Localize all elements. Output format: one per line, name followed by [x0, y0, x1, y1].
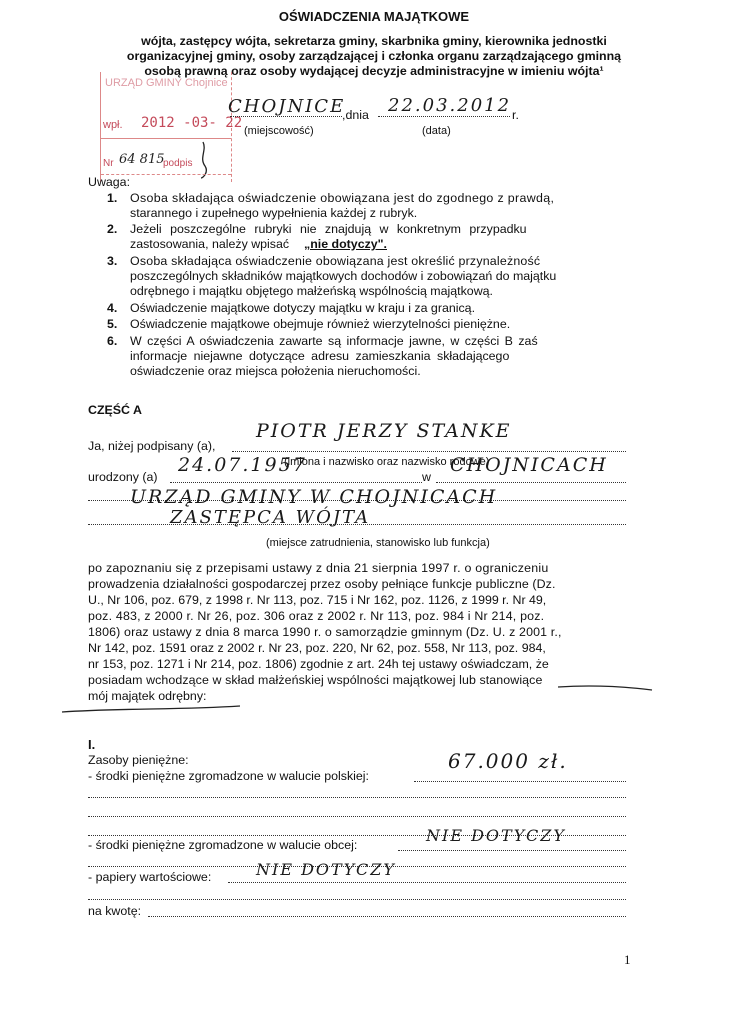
note-line: poszczególnych składników majątkowych dochodów i zobowiązań do majątku [130, 269, 557, 283]
signer-handwritten: PIOTR JERZY STANKE [256, 420, 512, 442]
date-caption: (data) [422, 125, 451, 137]
note-number: 5. [107, 317, 118, 331]
note-line: Jeżeli poszczególne rubryki nie znajdują w konkretnym przypadku [130, 222, 527, 236]
page-number: 1 [624, 952, 631, 967]
legal-line: posiadam wchodzące w skład małżeńskiej wspólności majątkowej lub stanowiące [88, 673, 543, 687]
note-line: Osoba składająca oświadczenie obowiązana jest do zgodnego z prawdą, [130, 191, 555, 205]
section-roman: I. [88, 737, 96, 752]
legal-line: 1806) oraz ustawy z dnia 8 marca 1990 r. o samorządzie gminnym (Dz. U. z 2001 r., [88, 625, 562, 639]
place-caption: (miejscowość) [244, 125, 314, 137]
stamp-received-label: wpł. [103, 119, 123, 131]
legal-line: poz. 483, z 2000 r. Nr 26, poz. 306 oraz z 2002 r. Nr 113, poz. 984 i Nr 214, poz. [88, 609, 545, 623]
legal-line: nr 153, poz. 1271 i Nr 214, poz. 1806) zgodnie z art. 24h tej ustawy oświadczam, że [88, 657, 549, 671]
workplace-handwritten: URZĄD GMINY W CHOJNICACH [130, 486, 498, 508]
note-number: 2. [107, 222, 118, 236]
subtitle-line-3: osobą prawną oraz osoby wydającej decyzje administracyjne w imieniu wójta¹ [144, 64, 604, 78]
note-line: W części A oświadczenia zawarte są informacje jawne, w części B zaś [130, 334, 538, 348]
note-number: 3. [107, 254, 118, 268]
legal-line: Nr 142, poz. 1591 oraz z 2002 r. Nr 23, poz. 220, Nr 62, poz. 558, Nr 113, poz. 984, [88, 641, 546, 655]
legal-line: mój majątek odrębny: [88, 689, 207, 703]
note-emphasis: „nie dotyczy". [304, 237, 387, 251]
note-line: Osoba składająca oświadczenie obowiązana jest określić przynależność [130, 254, 541, 268]
part-a-heading: CZĘŚĆ A [88, 403, 142, 417]
registry-stamp [100, 72, 243, 182]
born-date-handwritten: 24.07.1957 [178, 454, 307, 476]
position-handwritten: ZASTĘPCA WÓJTA [170, 507, 371, 528]
pln-value-handwritten: 67.000 zł. [448, 749, 568, 773]
born-label: urodzony (a) [88, 470, 158, 484]
legal-line: U., Nr 106, poz. 679, z 1998 r. Nr 113, poz. 715 i Nr 162, poz. 1126, z 1999 r. Nr 49, [88, 593, 547, 607]
year-suffix: r. [512, 108, 519, 122]
stamp-number-value: 64 815 [119, 152, 165, 167]
born-place-handwritten: CHOJNICACH [450, 454, 608, 476]
note-line: starannego i zupełnego wypełnienia każdej z rubryk. [130, 206, 418, 220]
foreign-value-handwritten: NIE DOTYCZY [426, 826, 566, 845]
note-line: zastosowania, należy wpisać [130, 237, 290, 251]
workplace-caption: (miejsce zatrudnienia, stanowisko lub funkcja) [266, 537, 490, 549]
securities-label: - papiery wartościowe: [88, 870, 212, 884]
subtitle-line-1: wójta, zastępcy wójta, sekretarza gminy, skarbnika gminy, kierownika jednostki [141, 34, 607, 48]
subtitle-line-2: organizacyjnej gminy, osoby zarządzającej i członka organu zarządzającego gminną [126, 49, 622, 63]
note-number: 1. [107, 191, 118, 205]
stamp-received-date: 2012 -03- 22 [141, 115, 243, 131]
note-line: Oświadczenie majątkowe obejmuje również wierzytelności pieniężne. [130, 317, 511, 331]
notes-heading: Uwaga: [88, 175, 131, 189]
born-w-label: w [422, 470, 431, 484]
hand-underline [60, 682, 660, 722]
securities-value-handwritten: NIE DOTYCZY [256, 860, 396, 879]
note-line: oświadczenie oraz miejsca położenia nieruchomości. [130, 364, 421, 378]
note-line: informacje niejawne dotyczące adresu zamieszkania składającego [130, 349, 510, 363]
legal-line: po zapoznaniu się z przepisami ustawy z dnia 21 sierpnia 1997 r. o ograniczeniu [88, 561, 549, 575]
section-heading: Zasoby pieniężne: [88, 753, 189, 767]
date-handwritten: 22.03.2012 [388, 95, 512, 116]
foreign-label: - środki pieniężne zgromadzone w walucie obcej: [88, 838, 358, 852]
note-number: 6. [107, 334, 118, 348]
dnia-label: ,dnia [342, 108, 369, 122]
document-title: OŚWIADCZENIA MAJĄTKOWE [278, 9, 470, 24]
amount-label: na kwotę: [88, 904, 142, 918]
legal-line: prowadzenia działalności gospodarczej przez osoby pełniące funkcje publiczne (Dz. [88, 577, 556, 591]
note-line: Oświadczenie majątkowe dotyczy majątku w kraju i za granicą. [130, 301, 476, 315]
stamp-office: URZĄD GMINY Chojnice [105, 77, 228, 89]
signer-label: Ja, niżej podpisany (a), [88, 439, 216, 453]
pln-label: - środki pieniężne zgromadzone w walucie polskiej: [88, 769, 369, 783]
signer-caption: (imiona i nazwisko oraz nazwisko rodowe) [284, 456, 490, 468]
note-number: 4. [107, 301, 118, 315]
place-handwritten: CHOJNICE [228, 96, 346, 117]
note-line: odrębnego i majątku objętego małżeńską wspólnością majątkową. [130, 284, 493, 298]
stamp-number-label: Nr [103, 158, 114, 169]
stamp-signature-label: podpis [163, 158, 193, 169]
